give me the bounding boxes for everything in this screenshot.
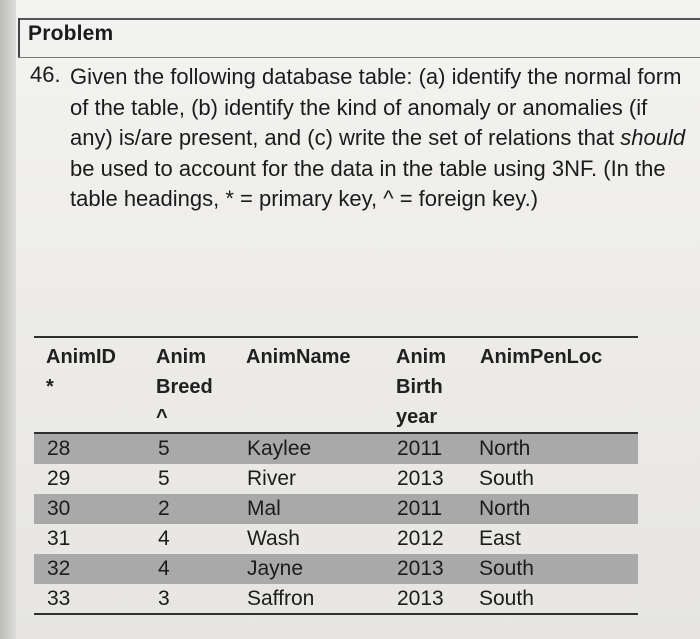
cell-animid: 32 — [47, 557, 71, 580]
header-animbreed-line-2: Breed — [156, 376, 213, 398]
cell-animbirthyear: 2013 — [397, 467, 444, 490]
cell-animbirthyear: 2011 — [397, 437, 443, 460]
header-animbirthyear-line-2: Birth — [396, 376, 443, 398]
cell-animname: Jayne — [247, 557, 304, 580]
table-bottom-rule — [34, 613, 638, 615]
table-row — [34, 494, 638, 524]
header-animpenloc-line-1: AnimPenLoc — [480, 346, 603, 368]
problem-label: Problem — [28, 22, 114, 45]
database-table — [34, 336, 638, 616]
header-animid-line-2: * — [46, 376, 54, 398]
header-animname-line-1: AnimName — [246, 346, 351, 368]
header-animbreed-line-3: ^ — [156, 406, 168, 428]
header-animpenloc — [480, 342, 602, 372]
table-top-rule — [34, 336, 638, 338]
cell-animbirthyear: 2013 — [397, 557, 444, 580]
cell-animpenloc: South — [479, 557, 534, 580]
cell-animname: River — [247, 467, 297, 490]
table-row — [34, 464, 638, 494]
cell-animbirthyear: 2012 — [397, 527, 444, 550]
cell-animbreed: 3 — [158, 587, 170, 610]
question-number: 46. — [30, 62, 61, 87]
cell-animbirthyear: 2011 — [397, 497, 443, 520]
cell-animpenloc: East — [479, 527, 522, 550]
question-text-part-2: be used to account for the data in the table using 3NF. (In the table headings, * = primary key, ^ = foreign key.) — [70, 155, 666, 211]
table-row — [34, 524, 638, 554]
question-text — [70, 62, 690, 215]
cell-animpenloc: South — [479, 467, 534, 490]
cell-animname: Kaylee — [247, 437, 312, 460]
header-animbirthyear — [396, 342, 446, 432]
problem-divider — [18, 57, 700, 58]
table-row — [34, 584, 638, 614]
cell-animname: Mal — [247, 497, 281, 520]
header-animid — [46, 342, 116, 402]
header-animbirthyear-line-3: year — [396, 406, 438, 428]
header-animbreed — [156, 342, 213, 432]
cell-animid: 28 — [47, 437, 71, 460]
cell-animpenloc: North — [479, 497, 531, 520]
problem-header-box — [18, 18, 700, 58]
header-animbirthyear-line-1: Anim — [396, 346, 446, 368]
question-italic-word: should — [620, 125, 686, 150]
cell-animbreed: 2 — [158, 497, 170, 520]
cell-animbreed: 5 — [158, 467, 170, 490]
cell-animid: 30 — [47, 497, 71, 520]
table-row — [34, 434, 638, 464]
cell-animname: Wash — [247, 527, 300, 550]
cell-animpenloc: North — [479, 437, 531, 460]
cell-animpenloc: South — [479, 587, 534, 610]
header-animid-line-1: AnimID — [46, 346, 116, 368]
header-animbreed-line-1: Anim — [156, 346, 206, 368]
cell-animid: 33 — [47, 587, 71, 610]
question-text-part-1: Given the following database table: (a) identify the normal form of the table, (b) identify the kind of anomaly or anomalies (if any) is/are present, and (c) write the set of relations that — [70, 64, 682, 150]
page-edge — [0, 0, 16, 639]
cell-animid: 29 — [47, 467, 71, 490]
cell-animbreed: 5 — [158, 437, 170, 460]
cell-animbirthyear: 2013 — [397, 587, 444, 610]
header-animname — [246, 342, 350, 372]
cell-animbreed: 4 — [158, 527, 170, 550]
table-row — [34, 554, 638, 584]
cell-animname: Saffron — [247, 587, 315, 610]
cell-animid: 31 — [47, 527, 71, 550]
cell-animbreed: 4 — [158, 557, 170, 580]
